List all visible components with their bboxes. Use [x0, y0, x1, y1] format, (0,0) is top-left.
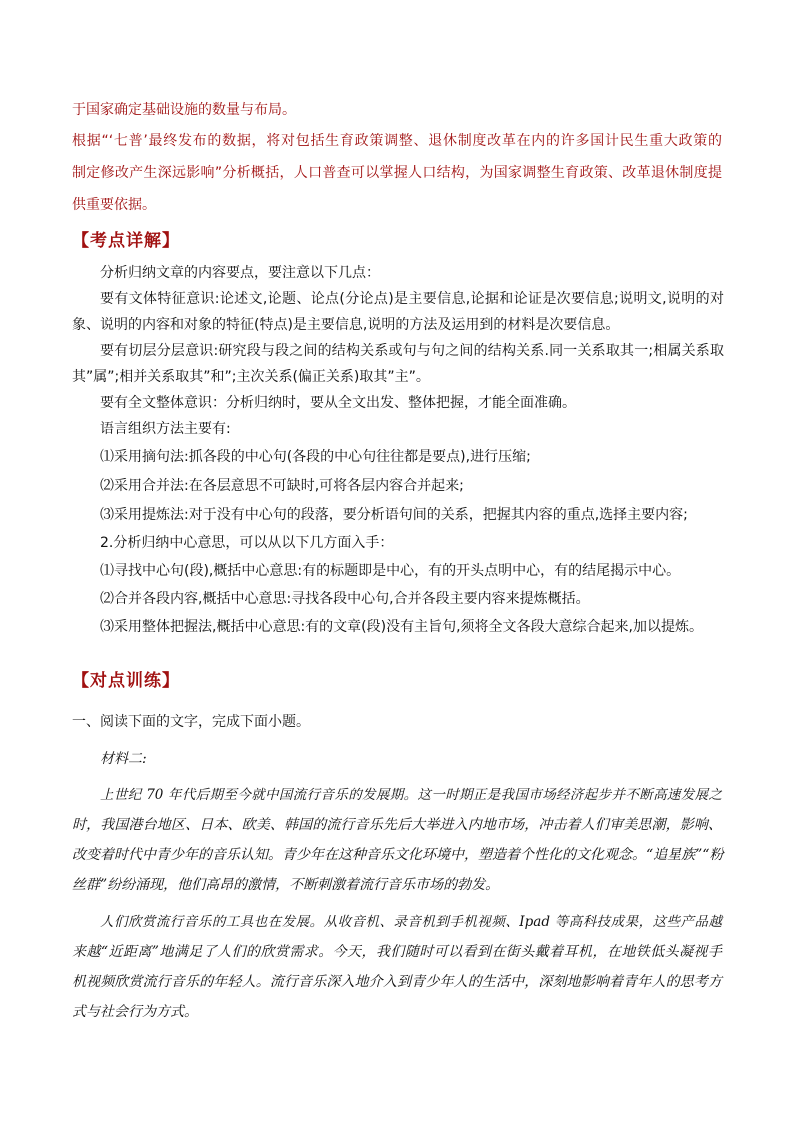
material-para2-line: 人们欣赏流行音乐的工具也在发展。从收音机、录音机到手机视频、Ipad 等高科技成果，这些产品越: [100, 914, 722, 930]
section1-line: 其”属”;相并关系取其”和”;主次关系(偏正关系)取其”主”。: [72, 369, 430, 385]
section-heading-kaodian: 【考点详解】: [72, 231, 180, 251]
material-para1-line: 丝群”纷纷涌现，他们高昂的激情，不断刺激着流行音乐市场的勃发。: [72, 877, 500, 893]
material-para1-line: 上世纪 70 年代后期至今就中国流行音乐的发展期。这一时期正是我国市场经济起步并不断高速发展之: [100, 787, 722, 803]
material-para1-line: 时，我国港台地区、日本、欧美、韩国的流行音乐先后大举进入内地市场，冲击着人们审美思潮，影响、: [72, 817, 722, 833]
section1-line: 要有文体特征意识:论述文,论题、论点(分论点)是主要信息,论据和论证是次要信息;说明文,说明的对: [100, 291, 724, 307]
section1-line: ⑶采用提炼法:对于没有中心句的段落，要分析语句间的关系，把握其内容的重点,选择主要内容;: [100, 507, 688, 523]
section1-line: 要有切层分层意识:研究段与段之间的结构关系或句与句之间的结构关系.同一关系取其一;相属关系取: [100, 343, 724, 359]
section1-line: ⑶采用整体把握法,概括中心意思:有的文章(段)没有主旨句,须将全文各段大意综合起来,加以提炼。: [100, 619, 703, 635]
intro-line-3: 制定修改产生深远影响”分析概括，人口普查可以掌握人口结构，为国家调整生育政策、改革退休制度提: [72, 165, 722, 181]
section-heading-duidian: 【对点训练】: [72, 671, 180, 691]
section1-line: ⑴寻找中心句(段),概括中心意思:有的标题即是中心，有的开头点明中心，有的结尾揭示中心。: [100, 563, 681, 579]
material-label: 材料二:: [100, 751, 147, 767]
section1-line: 象、说明的内容和对象的特征(特点)是主要信息,说明的方法及运用到的材料是次要信息。: [72, 317, 620, 333]
question-prompt: 一、阅读下面的文字，完成下面小题。: [72, 714, 310, 730]
material-para2-line: 式与社会行为方式。: [72, 1004, 198, 1020]
section1-line: 要有全文整体意识：分析归纳时，要从全文出发、整体把握，才能全面准确。: [100, 395, 576, 411]
intro-line-1: 于国家确定基础设施的数量与布局。: [72, 102, 296, 118]
section1-line: ⑵合并各段内容,概括中心意思:寻找各段中心句,合并各段主要内容来提炼概括。: [100, 591, 590, 607]
section1-line: 2.分析归纳中心意思，可以从以下几方面入手：: [100, 535, 394, 551]
material-para2-line: 来越“近距离”地满足了人们的欣赏需求。今天，我们随时可以看到在街头戴着耳机，在地铁低头凝视手: [72, 944, 722, 960]
section1-line: ⑴采用摘句法:抓各段的中心句(各段的中心句往往都是要点),进行压缩;: [100, 449, 531, 465]
section1-line: 分析归纳文章的内容要点，要注意以下几点：: [100, 265, 380, 281]
intro-line-4: 供重要依据。: [72, 197, 156, 213]
section1-line: 语言组织方法主要有:: [100, 421, 231, 437]
material-para1-line: 改变着时代中青少年的音乐认知。青少年在这种音乐文化环境中，塑造着个性化的文化观念。“追星族”“粉: [72, 847, 724, 863]
intro-line-2: 根据“‘七普’最终发布的数据，将对包括生育政策调整、退休制度改革在内的许多国计民生重大政策的: [72, 133, 722, 149]
section1-line: ⑵采用合并法:在各层意思不可缺时,可将各层内容合并起来;: [100, 478, 464, 494]
material-para2-line: 机视频欣赏流行音乐的年轻人。流行音乐深入地介入到青少年人的生活中，深刻地影响着青年人的思考方: [72, 974, 722, 990]
